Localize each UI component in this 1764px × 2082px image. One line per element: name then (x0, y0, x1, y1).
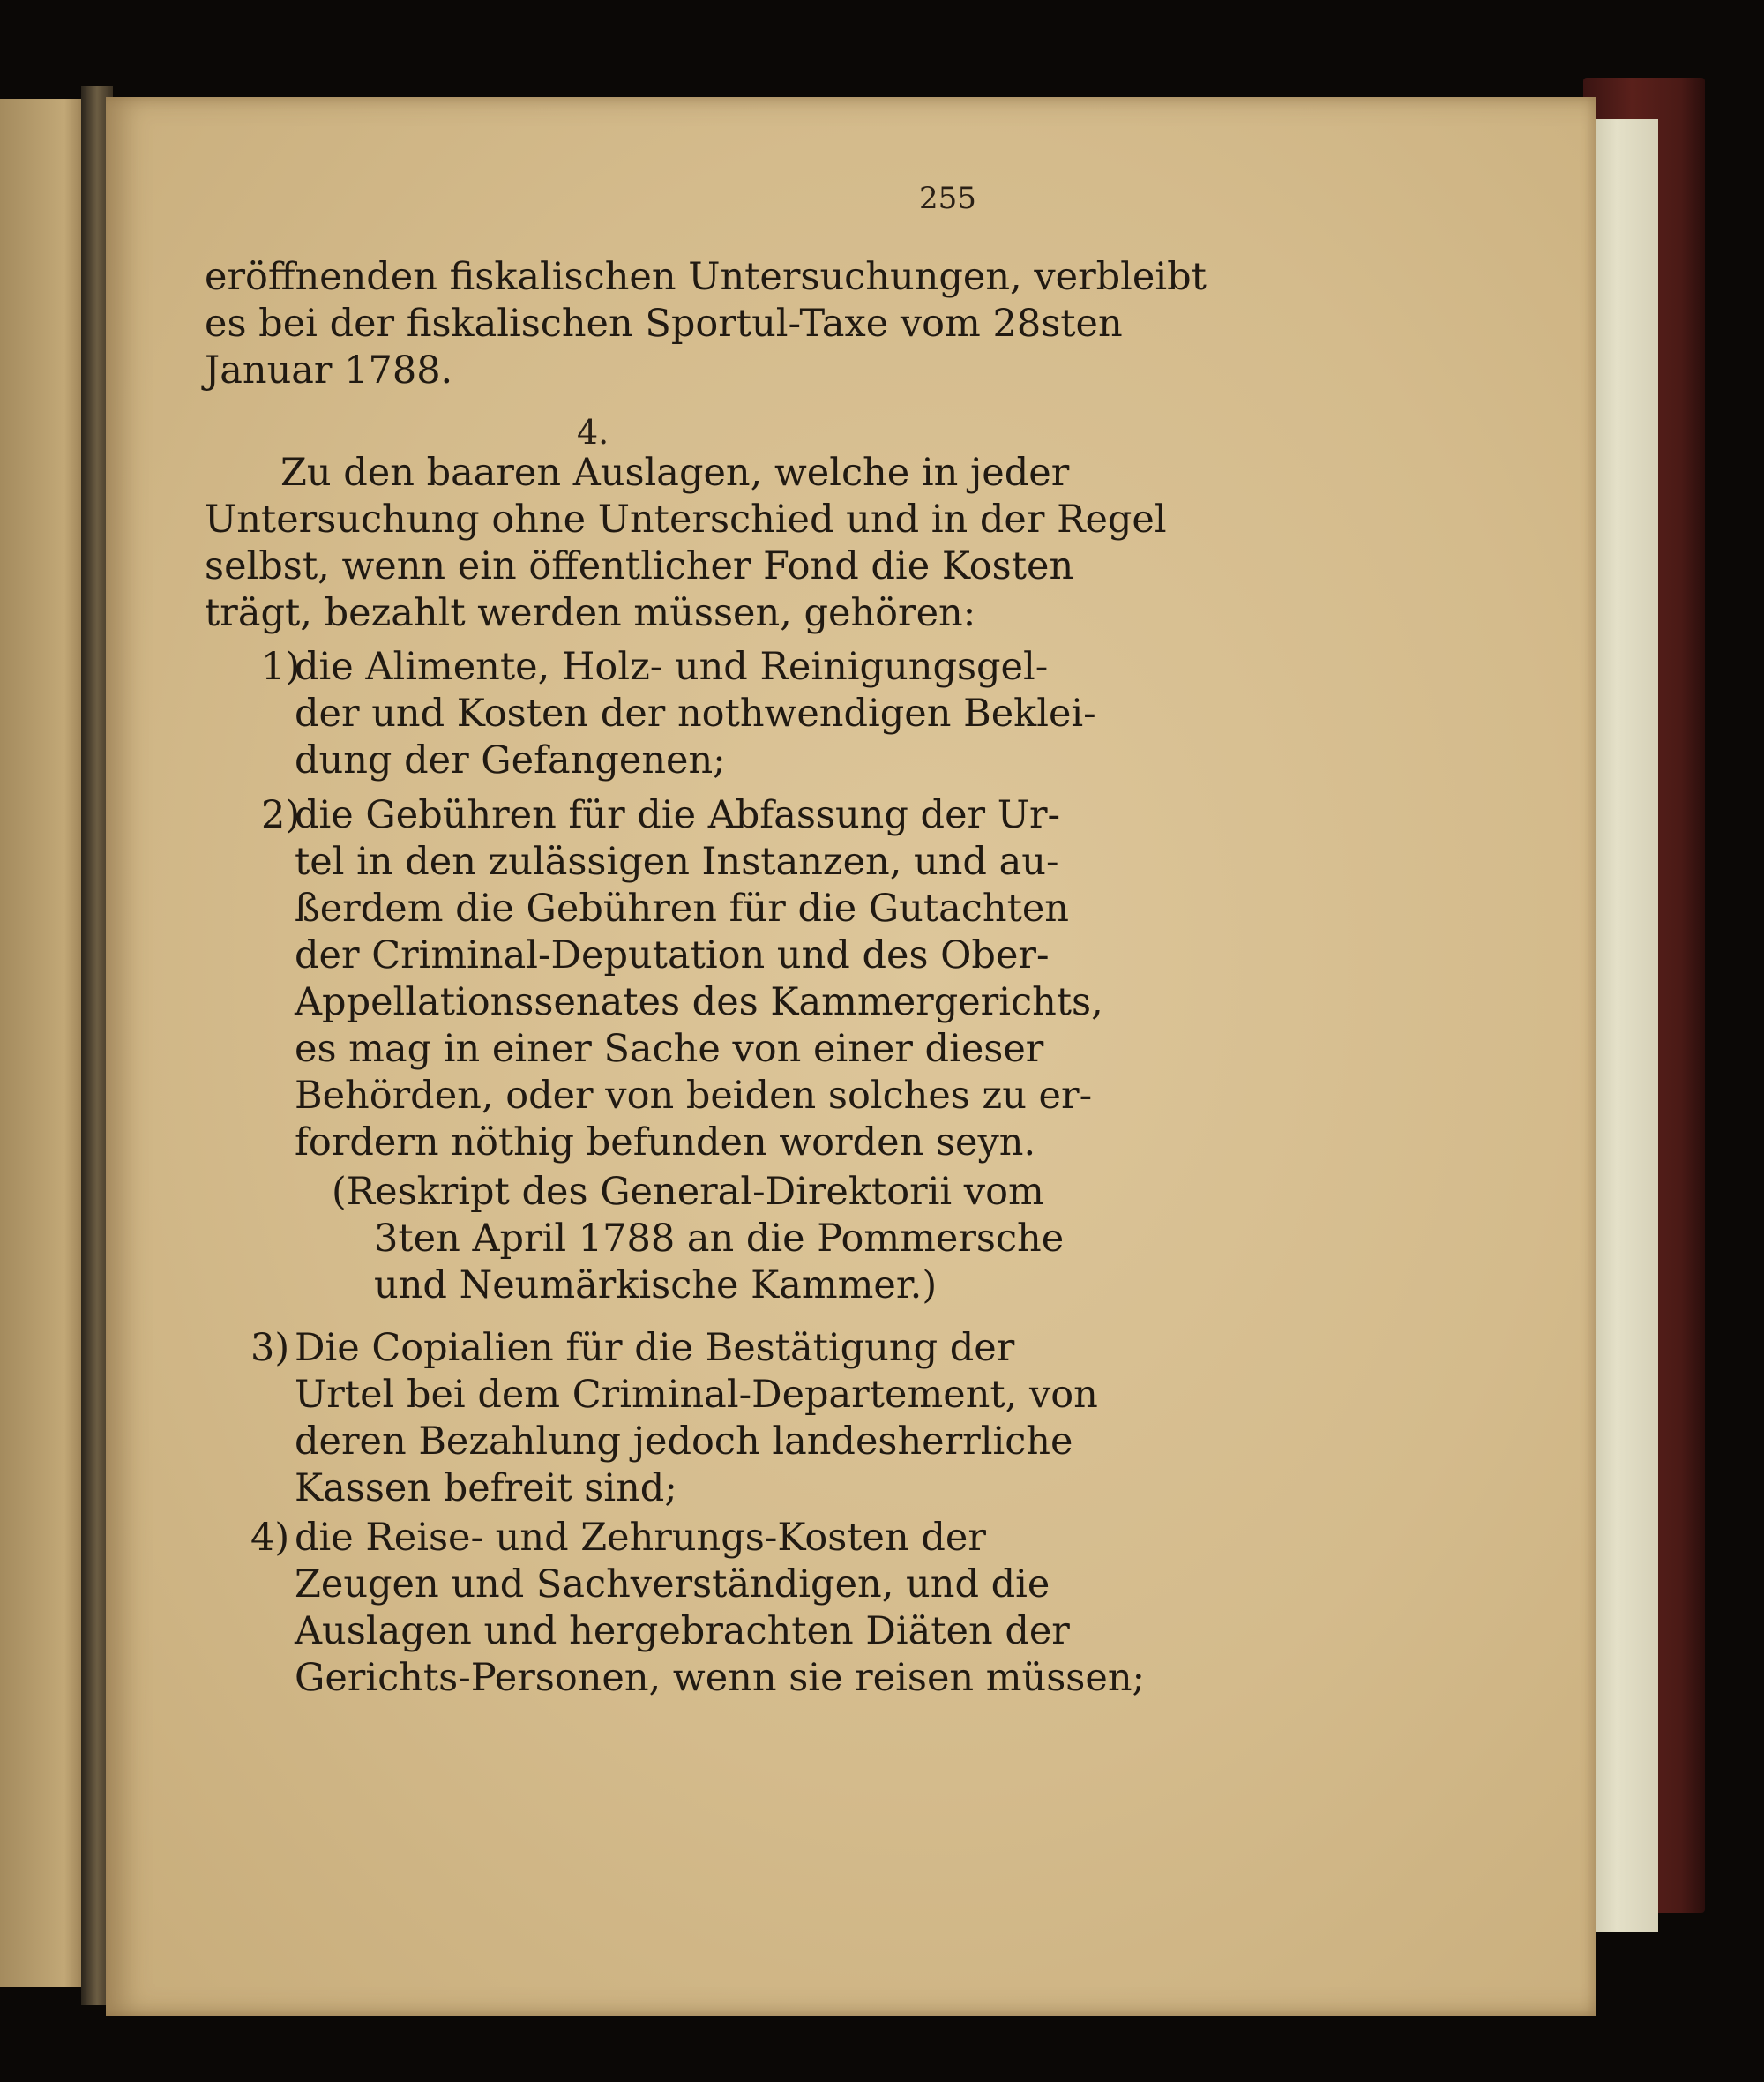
text-line: trägt, bezahlt werden müssen, gehören: (205, 591, 976, 635)
text-line: (Reskript des General-Direktorii vom (332, 1170, 1044, 1214)
text-line: die Reise- und Zehrungs-Kosten der (295, 1516, 986, 1560)
paragraph-intro (205, 450, 1167, 637)
text-line: es bei der fiskalischen Sportul-Taxe vom 28sten (205, 302, 1123, 346)
text-line: die Gebühren für die Abfassung der Ur- (295, 793, 1061, 837)
text-line: Behörden, oder von beiden solches zu er- (295, 1074, 1093, 1118)
text-line: Untersuchung ohne Unterschied und in der Regel (205, 498, 1167, 542)
list-item-number: 4) (250, 1516, 290, 1560)
rescript-note (332, 1169, 1065, 1309)
text-line: 3ten April 1788 an die Pommersche (374, 1217, 1065, 1261)
left-page-edge (0, 99, 92, 1987)
text-line: ßerdem die Gebühren für die Gutachten (295, 887, 1069, 931)
text-line: es mag in einer Sache von einer dieser (295, 1027, 1044, 1071)
text-line: Kassen befreit sind; (295, 1466, 677, 1510)
text-line: Zeugen und Sachverständigen, und die (295, 1562, 1050, 1606)
text-line: deren Bezahlung jedoch landesherrliche (295, 1419, 1073, 1464)
text-line: Gerichts-Personen, wenn sie reisen müssen; (295, 1656, 1145, 1700)
text-line: fordern nöthig befunden worden seyn. (295, 1120, 1036, 1165)
text-line: Januar 1788. (205, 348, 453, 393)
list-item-number: 3) (250, 1326, 290, 1370)
text-line: und Neumärkische Kammer.) (374, 1263, 938, 1307)
text-line: die Alimente, Holz- und Reinigungsgel- (295, 645, 1049, 689)
text-line: Urtel bei dem Criminal-Departement, von (295, 1373, 1098, 1417)
text-line: der Criminal-Deputation und des Ober- (295, 933, 1050, 977)
page-stack-edge (1588, 119, 1658, 1932)
list-item-number: 1) (261, 645, 301, 689)
list-item (295, 792, 1103, 1166)
text-line: Die Copialien für die Bestätigung der (295, 1326, 1015, 1370)
text-line: selbst, wenn ein öffentlicher Fond die Kosten (205, 544, 1074, 588)
page-number: 255 (919, 181, 976, 216)
list-item (295, 1515, 1145, 1702)
list-item-number: 2) (261, 793, 301, 837)
list-item (295, 1325, 1098, 1512)
text-line: der und Kosten der nothwendigen Beklei- (295, 692, 1096, 736)
text-line: Auslagen und hergebrachten Diäten der (295, 1609, 1070, 1653)
text-line: Appellationssenates des Kammergerichts, (295, 980, 1103, 1024)
text-line: eröffnenden fiskalischen Untersuchungen, verbleibt (205, 255, 1207, 299)
paragraph-continuation (205, 254, 1207, 394)
text-line: dung der Gefangenen; (295, 738, 726, 783)
list-item (295, 644, 1096, 784)
text-line: tel in den zulässigen Instanzen, und au- (295, 840, 1059, 884)
text-line: Zu den baaren Auslagen, welche in jeder (280, 451, 1070, 495)
section-number: 4. (577, 413, 609, 452)
